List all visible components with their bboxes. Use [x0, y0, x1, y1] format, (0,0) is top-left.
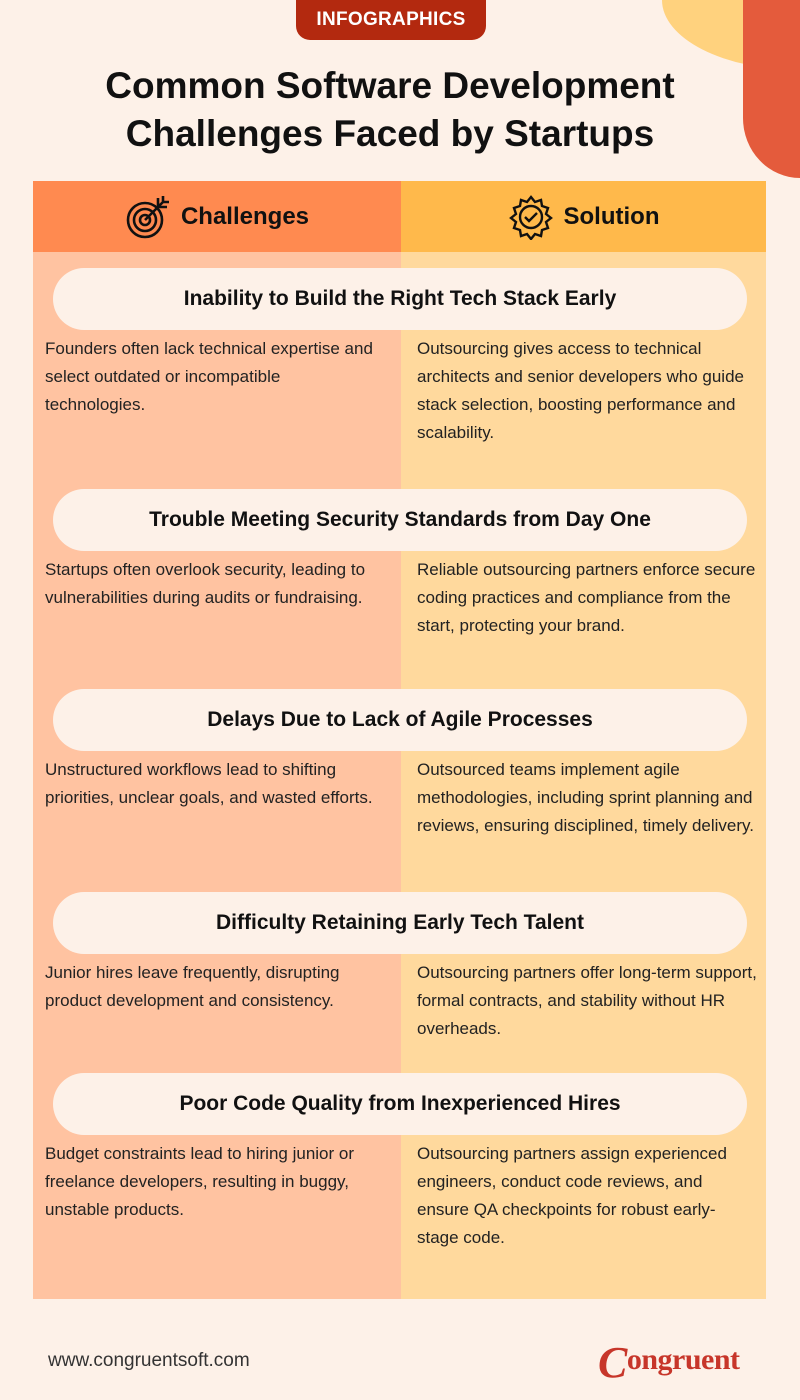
challenge-row	[33, 876, 766, 1057]
challenge-text: Startups often overlook security, leading to vulnerabilities during audits or fundraising.	[45, 560, 366, 607]
challenge-row	[33, 673, 766, 876]
challenge-title: Delays Due to Lack of Agile Processes	[53, 689, 747, 751]
challenge-text: Junior hires leave frequently, disrupting product development and consistency.	[45, 963, 340, 1010]
title-line-2: Challenges Faced by Startups	[125, 113, 655, 154]
title-line-1: Common Software Development	[105, 65, 675, 106]
category-badge: INFOGRAPHICS	[296, 0, 486, 40]
challenge-row	[33, 473, 766, 673]
challenge-text: Founders often lack technical expertise and select outdated or incompatible technologies.	[45, 339, 373, 414]
challenges-table	[33, 181, 766, 1299]
solution-text: Reliable outsourcing partners enforce secure coding practices and compliance from the start, protecting your brand.	[417, 560, 756, 635]
challenge-row	[33, 252, 766, 473]
challenge-title: Trouble Meeting Security Standards from Day One	[53, 489, 747, 551]
challenge-title: Poor Code Quality from Inexperienced Hires	[53, 1073, 747, 1135]
target-icon	[125, 194, 171, 240]
page-title	[0, 62, 780, 158]
solution-text: Outsourcing partners assign experienced engineers, conduct code reviews, and ensure QA checkpoints for robust early-stage code.	[417, 1144, 727, 1247]
challenges-label: Challenges	[180, 202, 310, 230]
solution-text: Outsourced teams implement agile methodologies, including sprint planning and reviews, ensuring disciplined, timely delivery.	[417, 760, 754, 835]
website-url[interactable]: www.congruentsoft.com	[48, 1350, 250, 1371]
challenge-title: Inability to Build the Right Tech Stack Early	[53, 268, 747, 330]
challenge-text: Budget constraints lead to hiring junior or freelance developers, resulting in buggy, unstable products.	[45, 1144, 355, 1219]
gear-check-icon	[508, 194, 554, 240]
challenge-title: Difficulty Retaining Early Tech Talent	[53, 892, 747, 954]
solution-header	[401, 181, 766, 252]
congruent-logo: Congruent	[598, 1338, 740, 1387]
challenge-row	[33, 1057, 766, 1299]
solution-text: Outsourcing partners offer long-term support, formal contracts, and stability without HR overheads.	[417, 963, 757, 1038]
solution-text: Outsourcing gives access to technical architects and senior developers who guide stack selection, boosting performance and scalability.	[417, 339, 744, 442]
solution-label: Solution	[563, 202, 660, 230]
challenges-header	[33, 181, 401, 252]
challenge-text: Unstructured workflows lead to shifting priorities, unclear goals, and wasted efforts.	[45, 760, 373, 807]
